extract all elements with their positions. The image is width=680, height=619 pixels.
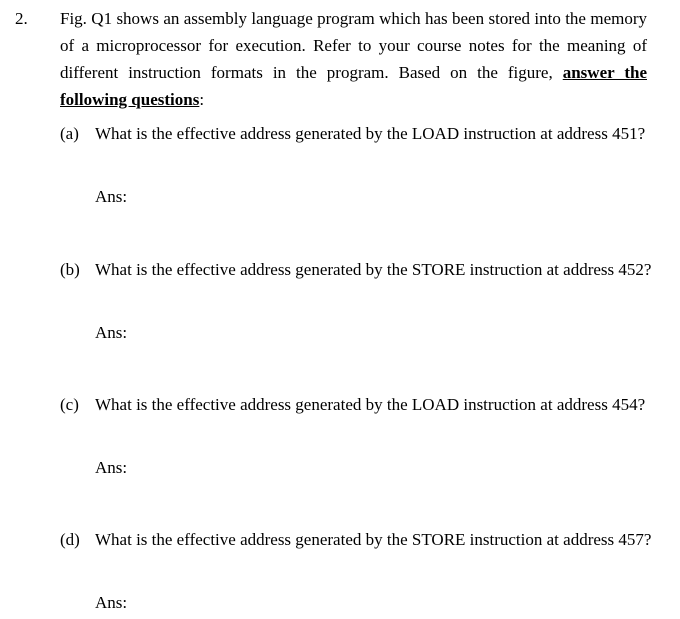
subquestion-text: What is the effective address generated by the LOAD instruction at address 451? bbox=[95, 124, 646, 143]
answer-label: Ans: bbox=[95, 187, 128, 206]
subquestion-text: What is the effective address generated by the STORE instruction at address 457? bbox=[95, 530, 652, 549]
intro-end: : bbox=[199, 90, 205, 109]
subquestion-text: What is the effective address generated by the LOAD instruction at address 454? bbox=[95, 395, 646, 414]
subquestion-letter: (d) bbox=[60, 530, 80, 549]
intro-emphasis: answer the following questions bbox=[60, 63, 647, 109]
question-number: 2. bbox=[15, 9, 28, 28]
subquestion-letter: (a) bbox=[60, 124, 79, 143]
intro-text: Fig. Q1 shows an assembly language program which has been stored into the memory of a microprocessor for execution. Refer to your course notes for the meaning of different instruction formats in the program. Based on the figure, bbox=[60, 9, 647, 82]
question-intro bbox=[60, 5, 647, 113]
subquestion-letter: (c) bbox=[60, 395, 79, 414]
answer-label: Ans: bbox=[95, 458, 128, 477]
subquestion-text: What is the effective address generated by the STORE instruction at address 452? bbox=[95, 260, 652, 279]
answer-label: Ans: bbox=[95, 593, 128, 612]
subquestion-letter: (b) bbox=[60, 260, 80, 279]
answer-label: Ans: bbox=[95, 323, 128, 342]
